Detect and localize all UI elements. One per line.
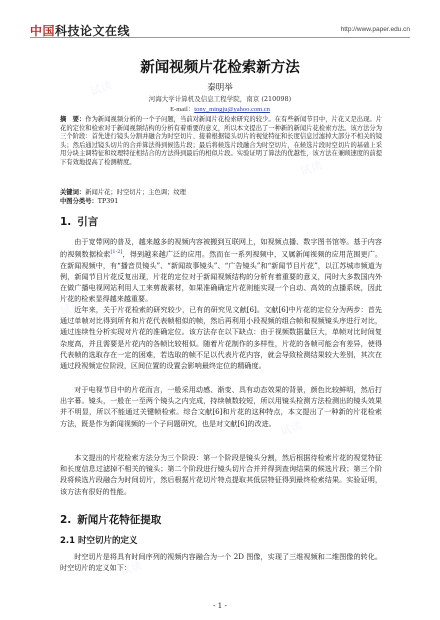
abstract-label: 摘 要： — [60, 116, 86, 123]
abstract-block — [60, 116, 382, 168]
classification-label: 中图分类号： — [60, 198, 98, 205]
subsection-paragraph-1: 时空切片是将具有时间序列的视频内容融合为一个 2D 图像，实现了三维视频和二维图像的转化。时空切片的定义如下： — [60, 552, 382, 573]
citation-ref[interactable]: [1-2] — [110, 249, 123, 256]
author-affiliation: 河海大学计算机及信息工程学院，南京 (210098) — [148, 95, 292, 103]
watermark-text: 试读 — [58, 298, 84, 319]
paper-title: 新闻视频片花检索新方法 — [140, 60, 300, 76]
watermark-text: 试读 — [278, 418, 304, 439]
section-title: 新闻片花特征提取 — [77, 514, 162, 526]
site-url-link[interactable]: http://www.paper.edu.cn — [340, 26, 410, 33]
watermark-text: 试读 — [118, 558, 144, 579]
keywords-label: 关键词： — [60, 189, 86, 196]
logo-site-text: 科技论文在线 — [55, 24, 131, 38]
intro-paragraph-4: 本文提出的片花检索方法分为三个阶段：第一个阶段是镜头分割，然后根据待检索片花的视觉特征和长度信息过滤掉不相关的镜头；第二个阶段进行镜头切片合并并得到查询结果的候选片段；第三个阶段将候选片段融合为时间切片，然后根据片花切片特点提取其低层特征得到最终检索结果。实验证明，该方法有很好的性能。 — [60, 453, 382, 496]
email-label: E-mail： — [170, 106, 195, 113]
intro-paragraph-1 — [60, 236, 382, 305]
keywords-text: 新闻片花；时空切片；主色调；纹理 — [85, 189, 186, 196]
watermark-text: 试读 — [298, 158, 324, 179]
page-header — [0, 0, 440, 40]
section-heading-intro — [60, 214, 98, 229]
email-link[interactable]: tony_mingju@yahoo.com.cn — [194, 106, 270, 113]
section-title: 引言 — [77, 216, 99, 228]
watermark-text: 试读 — [88, 78, 114, 99]
keywords-line — [60, 188, 382, 197]
section-heading-features — [60, 512, 161, 527]
paragraph-text: ，得到越来越广泛的应用。然而在一系列视频中，又属新闻视频的应用范围更广。在新闻视频中，有“播音员镜头”、“新闻故事镜头”、“广告镜头”和“新闻节目片花”，以江苏城市频道为例，新闻节目片花反复出现，片花的定位对于新闻视频结构的分析有着重要的意义，同时大多数国内外在做广播电视网站利用人工来剪裁素材，如果准确确定片花则能实现一个自动、高效的点播系统，因此片花的检索显得越来越重要。 — [60, 249, 383, 304]
section-number: 1. — [60, 216, 72, 228]
subsection-heading-spatiotemporal-slice: 2.1 时空切片的定义 — [60, 536, 138, 546]
page-number: - 1 - — [213, 602, 227, 610]
author-email-line — [0, 104, 440, 113]
intro-paragraph-2: 近年来，关于片花检索的研究较少，已有的研究见文献[6]。文献[6]中片花的定位分为两步：首先通过单帧对比得到所有和片花代表帧相似的帧，然后再利用小段视频的组合帧和视频镜头序进行对比，通过连续性分析实现对片花的准确定位。该方法存在以下缺点：由于视频数据量巨大，单帧对比时间复杂度高，并且需要是片花内的各帧比较相似。随着片花制作的多样性，片花的各帧可能会有差异，使得代表帧的选取存在一定的困难，若选取的帧不足以代表片花内容，就会导致检测结果较大差别，其次在通过段视频定位阶段，区间位置的设置会影响最终定位的精确度。 — [60, 305, 382, 371]
abstract-text: 作为新闻视频分析的一个子问题，当前对新闻片花检索研究的较少。在有些新闻节目中，片花又是出现。片花的定位和检索对于新闻视频结构的分析有着重要的意义，所以本文提出了一种新的新闻片花检索方法。该方法分为三个阶段：首先进行镜头分割并融合为时空切片、接着根据镜头切片的视觉特征和长度信息过滤掉大部分不相关的镜头；然后通过镜头切片的合并算法得到候选片段；最后将候选片段融合为时空切片，在候选片段时空切片的基础上采用分块主调特征和纹理特征相结合的方法得到最后的相似片段。实验证明了算法的优越性，该方法在兼顾速度的前提下有效地提高了检测精度。 — [60, 116, 383, 166]
paragraph-text: 由于宽带网的普及，越来越多的视频内容被搬到互联网上，如视频点播、数字图书馆等。基于内容的视频数据检索 — [60, 237, 382, 259]
section-number: 2. — [60, 514, 72, 526]
classification-line — [60, 197, 382, 206]
paper-author: 秦明举 — [207, 83, 233, 93]
intro-paragraph-3: 对于电视节目中的片花而言，一般采用动感、渐变、具有动态效果的背景，颜色比较鲜明，然后打出字幕。镜头，一般在一至两个镜头之内完成，持续帧数较短，所以用镜头检测方法检测出的镜头效果并不明显，所以不能通过关键帧检索。综合文献[6]和片花的这种特点，本文提出了一种新的片花检索方法，既是作为新闻视频的一个子问题研究，也是对文献[6]的改进。 — [60, 385, 382, 428]
header-divider — [30, 37, 410, 38]
classification-code: TP391 — [97, 198, 119, 205]
logo-china-text: 中国 — [30, 24, 56, 38]
